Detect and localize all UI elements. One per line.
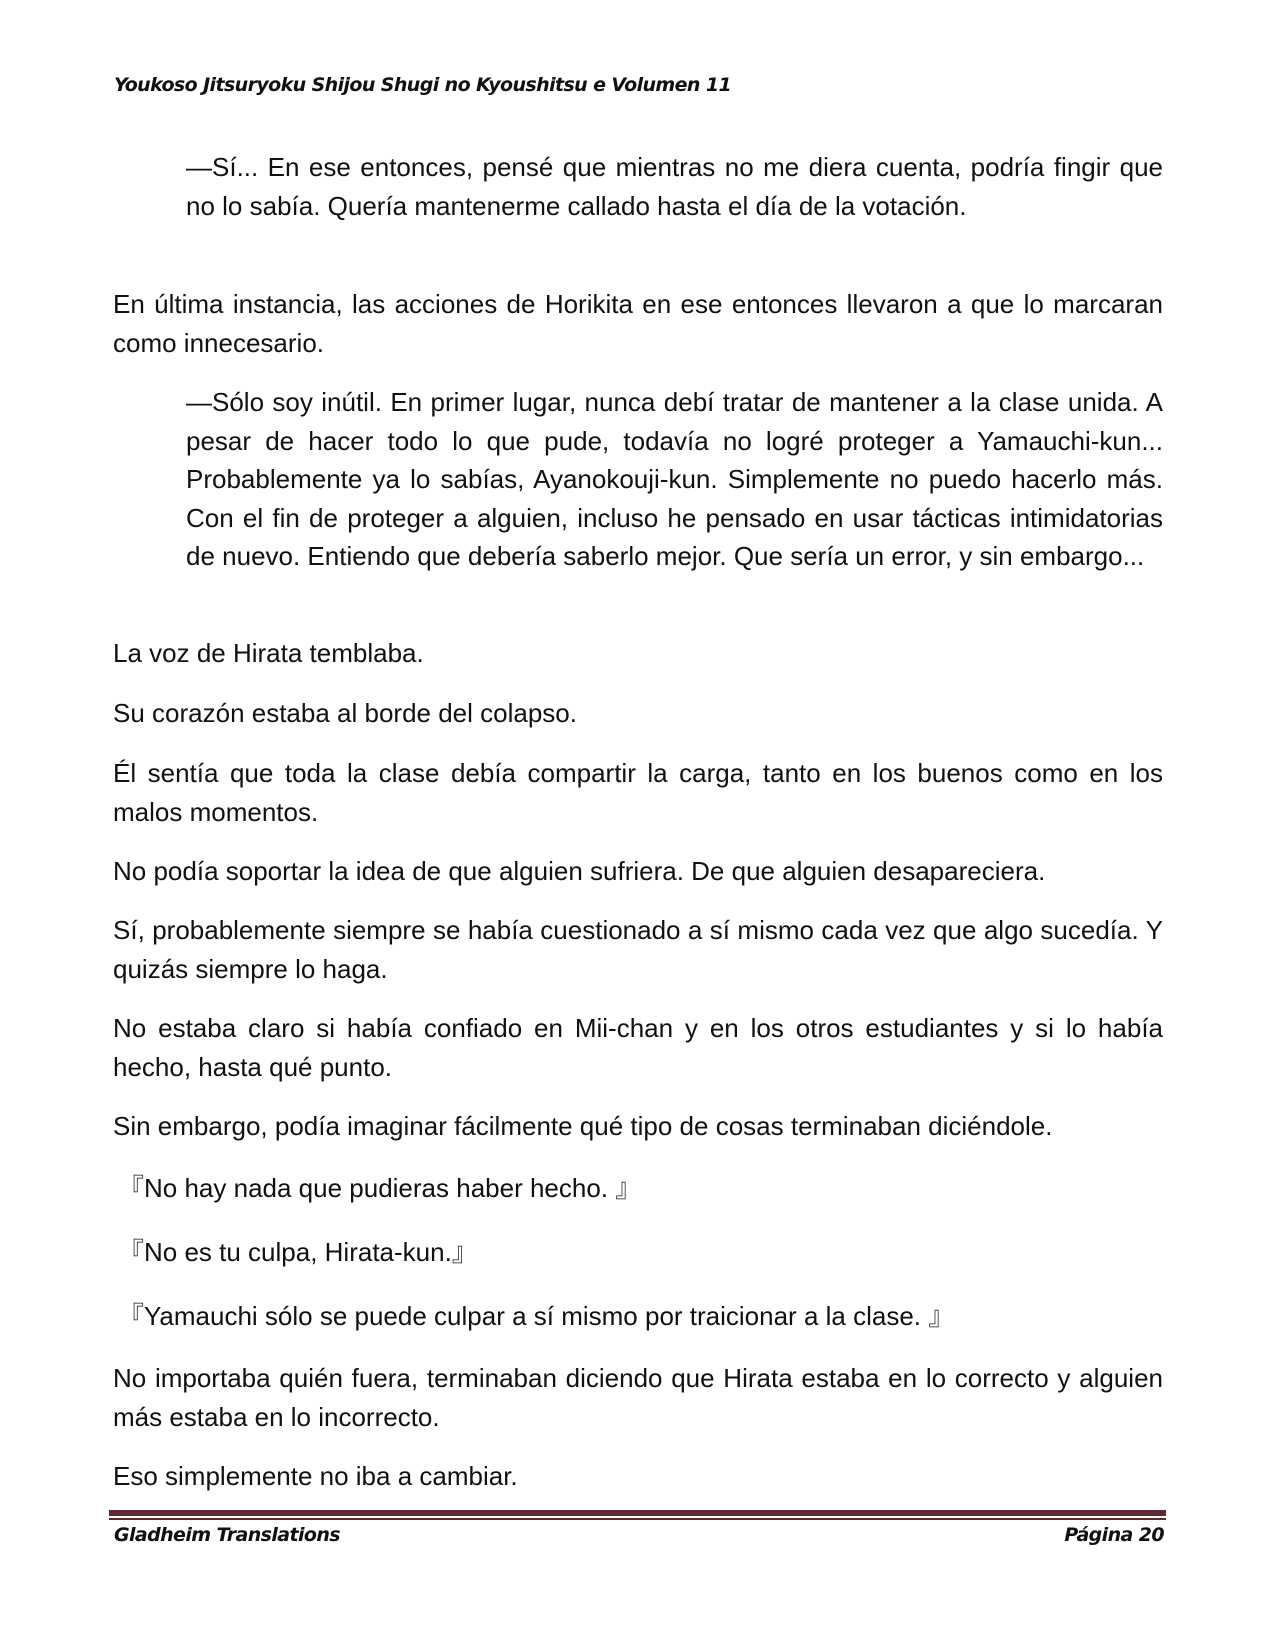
quote-line: 『No hay nada que pudieras haber hecho. 』 [118,1173,642,1203]
paragraph: No importaba quién fuera, terminaban diciendo que Hirata estaba en lo correcto y alguien más estaba en lo incorrecto. [113,1363,1163,1432]
paragraph: Sin embargo, podía imaginar fácilmente qué tipo de cosas terminaban diciéndole. [113,1111,1053,1141]
footer-rule [109,1510,1166,1516]
footer-rule-thin [109,1518,1166,1520]
quote-line: 『Yamauchi sólo se puede culpar a sí mismo por traicionar a la clase. 』 [118,1301,955,1331]
dialogue-paragraph: —Sí... En ese entonces, pensé que mientras no me diera cuenta, podría fingir que no lo sabía. Quería mantenerme callado hasta el día de la votación. [186,152,1163,221]
paragraph: En última instancia, las acciones de Horikita en ese entonces llevaron a que lo marcaran como innecesario. [113,289,1163,358]
paragraph: Sí, probablemente siempre se había cuestionado a sí mismo cada vez que algo sucedía. Y quizás siempre lo haga. [113,915,1163,984]
paragraph: La voz de Hirata temblaba. [113,638,424,668]
paragraph: Él sentía que toda la clase debía compartir la carga, tanto en los buenos como en los malos momentos. [113,758,1163,827]
footer-translator: Gladheim Translations [114,1524,340,1546]
page-number: Página 20 [1064,1524,1164,1546]
paragraph: Su corazón estaba al borde del colapso. [113,698,577,728]
quote-line: 『No es tu culpa, Hirata-kun.』 [118,1237,478,1267]
paragraph: Eso simplemente no iba a cambiar. [113,1461,518,1491]
dialogue-paragraph: —Sólo soy inútil. En primer lugar, nunca debí tratar de mantener a la clase unida. A pesar de hacer todo lo que pude, todavía no logré proteger a Yamauchi-kun... Probablemente ya lo sabías, Ayanokouji-kun. Simplemente no puedo hacerlo más. Con el fin de proteger a alguien, incluso he pensado en usar tácticas intimidatorias de nuevo. Entiendo que debería saberlo mejor. Que sería un error, y sin embargo... [186,387,1163,571]
paragraph: No estaba claro si había confiado en Mii-chan y en los otros estudiantes y si lo había hecho, hasta qué punto. [113,1013,1163,1082]
paragraph: No podía soportar la idea de que alguien sufriera. De que alguien desapareciera. [113,856,1046,886]
running-header: Youkoso Jitsuryoku Shijou Shugi no Kyoushitsu e Volumen 11 [114,74,732,96]
